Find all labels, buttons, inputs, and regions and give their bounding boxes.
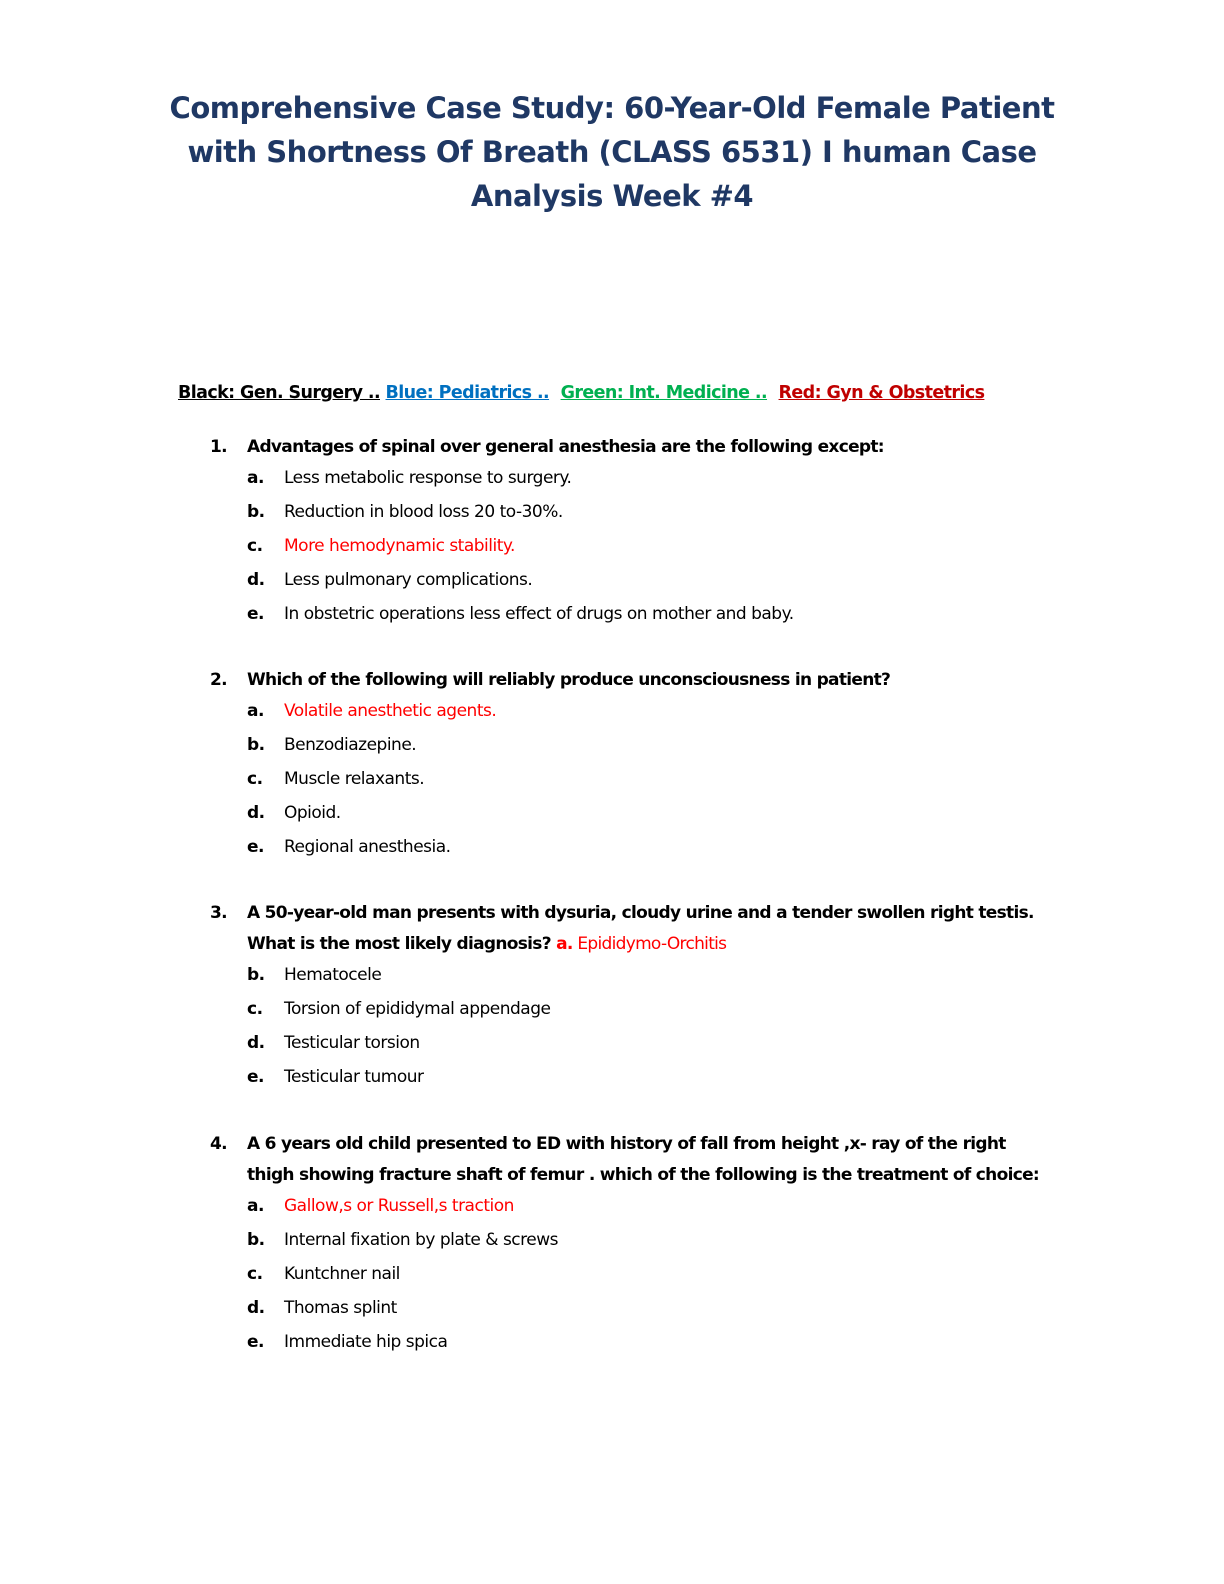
option-letter: e. — [247, 604, 264, 624]
option-letter: b. — [247, 965, 265, 985]
option-b — [210, 497, 1050, 531]
option-c — [210, 994, 1050, 1028]
question-3 — [210, 898, 1050, 1096]
option-text: Epididymo-Orchitis — [577, 934, 727, 954]
option-letter: e. — [247, 1332, 264, 1352]
option-text: Kuntchner nail — [284, 1264, 400, 1284]
option-b — [210, 1225, 1050, 1259]
question-stem — [210, 898, 1050, 960]
option-text: Torsion of epididymal appendage — [284, 999, 551, 1019]
legend-blue: Blue: Pediatrics .. — [385, 383, 550, 403]
option-c — [210, 764, 1050, 798]
option-letter: a. — [247, 701, 264, 721]
option-letter: d. — [247, 803, 265, 823]
option-c-correct — [210, 531, 1050, 565]
option-letter: e. — [247, 1067, 264, 1087]
option-a-correct — [210, 1191, 1050, 1225]
option-text: Testicular tumour — [284, 1067, 424, 1087]
option-letter: d. — [247, 1298, 265, 1318]
question-text-line-1: A 6 years old child presented to ED with history of fall from height ,x- ray of the right — [247, 1134, 1006, 1154]
option-text: In obstetric operations less effect of drugs on mother and baby. — [284, 604, 794, 624]
inline-correct-answer — [556, 934, 726, 954]
option-letter: c. — [247, 1264, 263, 1284]
option-a-correct — [210, 696, 1050, 730]
option-text: Volatile anesthetic agents. — [284, 701, 497, 721]
option-letter: e. — [247, 837, 264, 857]
legend-green: Green: Int. Medicine .. — [560, 383, 768, 403]
question-text-line-2-wrap — [247, 929, 1050, 960]
option-text: Reduction in blood loss 20 to-30%. — [284, 502, 563, 522]
question-number: 4. — [210, 1134, 227, 1154]
option-letter: c. — [247, 769, 263, 789]
option-d — [210, 565, 1050, 599]
option-letter: c. — [247, 536, 263, 556]
option-letter: b. — [247, 1230, 265, 1250]
legend-red: Red: Gyn & Obstetrics — [778, 383, 985, 403]
question-text: Advantages of spinal over general anesthesia are the following except: — [247, 437, 884, 457]
title-line-3: Analysis Week #4 — [470, 179, 754, 213]
option-letter: d. — [247, 1033, 265, 1053]
question-2 — [210, 665, 1050, 866]
question-number: 3. — [210, 903, 227, 923]
option-e — [210, 1062, 1050, 1096]
option-letter: a. — [556, 934, 573, 954]
option-b — [210, 730, 1050, 764]
option-text: Testicular torsion — [284, 1033, 420, 1053]
option-b — [210, 960, 1050, 994]
option-text: Benzodiazepine. — [284, 735, 417, 755]
document-title — [120, 86, 1104, 218]
color-legend — [178, 380, 1078, 406]
option-letter: b. — [247, 502, 265, 522]
option-letter: d. — [247, 570, 265, 590]
question-text-line-1: A 50-year-old man presents with dysuria, cloudy urine and a tender swollen right testis. — [247, 903, 1034, 923]
option-text: Regional anesthesia. — [284, 837, 451, 857]
option-text: Opioid. — [284, 803, 341, 823]
option-e — [210, 832, 1050, 866]
question-stem — [210, 432, 1050, 463]
question-text-line-2: What is the most likely diagnosis? — [247, 934, 551, 954]
option-text: More hemodynamic stability. — [284, 536, 515, 556]
legend-black: Black: Gen. Surgery .. — [178, 383, 380, 403]
title-line-2: with Shortness Of Breath (CLASS 6531) I human Case — [187, 135, 1037, 169]
option-c — [210, 1259, 1050, 1293]
option-d — [210, 1293, 1050, 1327]
option-text: Immediate hip spica — [284, 1332, 448, 1352]
option-text: Hematocele — [284, 965, 382, 985]
question-stem — [210, 665, 1050, 696]
question-text-line-2: thigh showing fracture shaft of femur . which of the following is the treatment of choice: — [247, 1165, 1039, 1185]
option-text: Less metabolic response to surgery. — [284, 468, 572, 488]
option-text: Gallow,s or Russell,s traction — [284, 1196, 514, 1216]
option-letter: a. — [247, 1196, 264, 1216]
title-line-1: Comprehensive Case Study: 60-Year-Old Female Patient — [169, 91, 1055, 125]
option-d — [210, 798, 1050, 832]
option-e — [210, 599, 1050, 633]
option-text: Muscle relaxants. — [284, 769, 425, 789]
question-4 — [210, 1129, 1050, 1361]
option-e — [210, 1327, 1050, 1361]
option-letter: b. — [247, 735, 265, 755]
option-letter: a. — [247, 468, 264, 488]
question-text: Which of the following will reliably produce unconsciousness in patient? — [247, 670, 891, 690]
option-text: Internal fixation by plate & screws — [284, 1230, 558, 1250]
option-d — [210, 1028, 1050, 1062]
option-letter: c. — [247, 999, 263, 1019]
option-text: Less pulmonary complications. — [284, 570, 533, 590]
question-number: 2. — [210, 670, 227, 690]
option-text: Thomas splint — [284, 1298, 397, 1318]
question-stem — [210, 1129, 1050, 1191]
question-number: 1. — [210, 437, 227, 457]
option-a — [210, 463, 1050, 497]
question-1 — [210, 432, 1050, 633]
